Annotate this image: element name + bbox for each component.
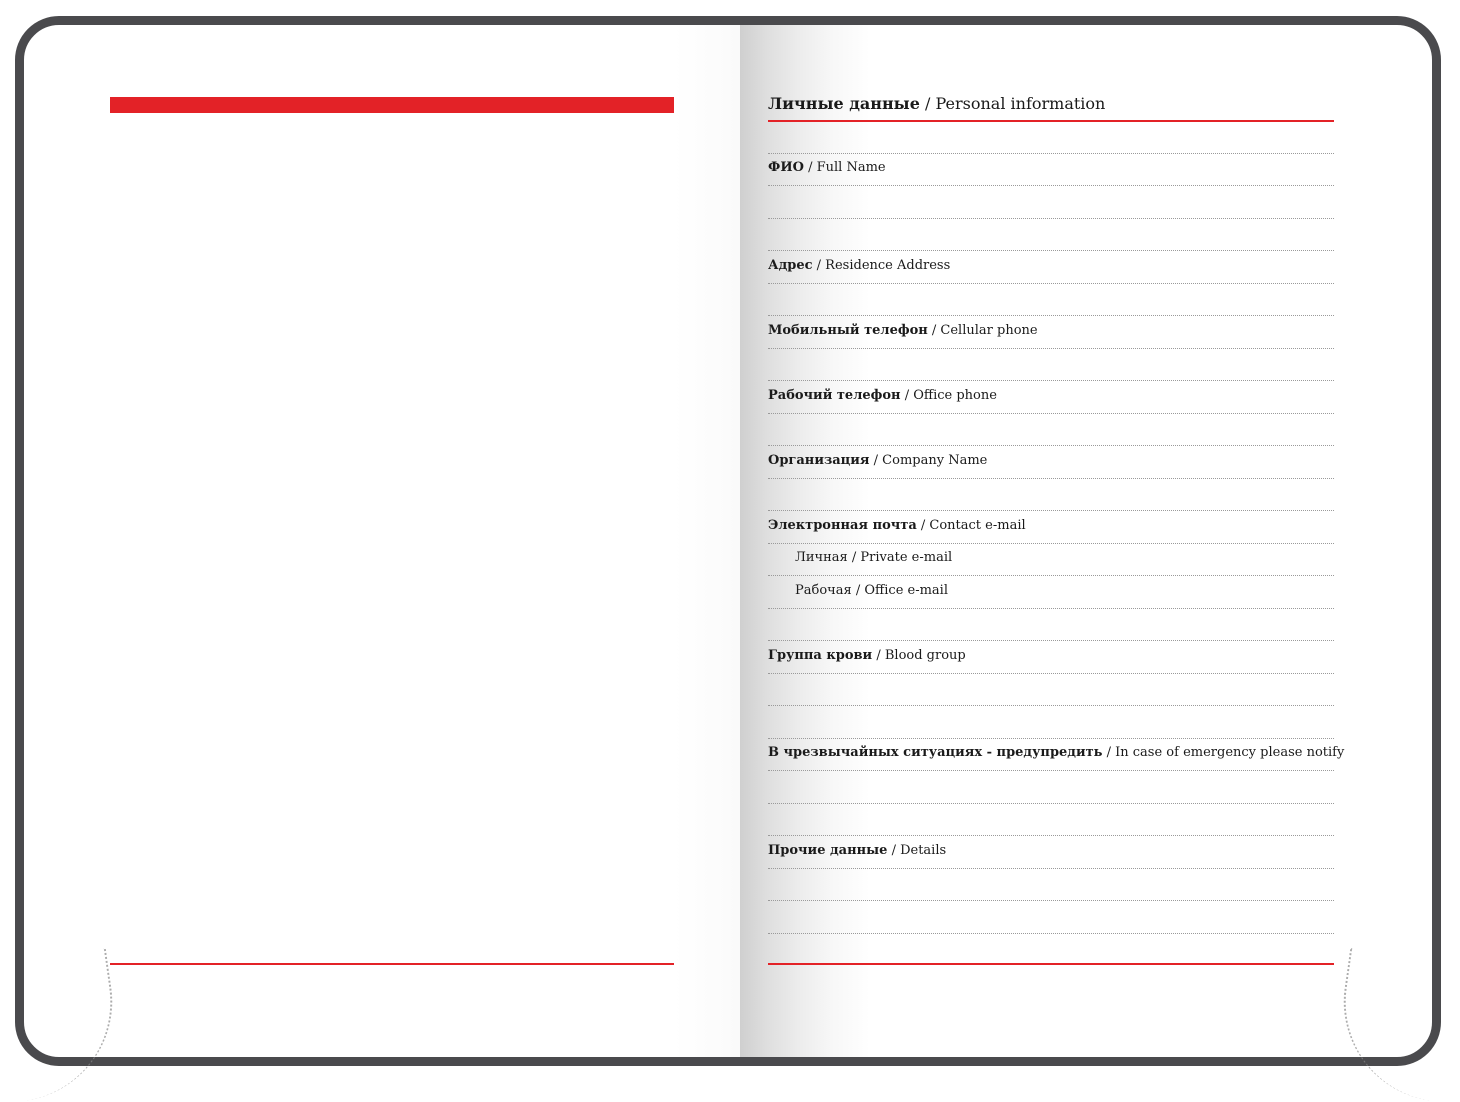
field-label-ru: Рабочая [795,582,852,598]
page-title-en: / Personal information [925,94,1106,113]
field-company[interactable] [768,446,1334,479]
field-label-en: / Residence Address [816,257,951,273]
form-line[interactable] [768,804,1334,837]
field-details[interactable] [768,836,1334,869]
field-label-ru: Личная [795,550,848,565]
form-line[interactable] [768,869,1334,902]
field-label-en: / Blood group [876,647,966,663]
field-mobile-phone[interactable] [768,316,1334,349]
form-line[interactable] [768,284,1334,317]
form-line[interactable] [768,901,1334,934]
form-line[interactable] [768,479,1334,512]
field-label-ru: Группа крови [768,647,873,663]
field-email-office[interactable] [768,576,1334,609]
field-label-en: / Office e-mail [855,582,948,598]
field-label-en: / Office phone [904,387,997,403]
right-page-bottom-rule [768,963,1334,965]
form-line[interactable] [768,121,1334,154]
field-label-en: / Cellular phone [931,322,1038,338]
field-email[interactable] [768,511,1334,544]
left-page-red-bar [110,97,674,113]
corner-stitch-left [0,948,125,1102]
field-label-ru: В чрезвычайных ситуациях - предупредить [768,745,1103,760]
field-label-en: / Private e-mail [851,550,953,565]
field-address[interactable] [768,251,1334,284]
form-line[interactable] [768,414,1334,447]
page-title-ru: Личные данные [768,94,920,113]
field-label-ru: Рабочий телефон [768,387,901,403]
field-label-en: / Details [891,842,947,858]
left-page-bottom-rule [110,963,674,965]
field-label-en: / In case of emergency please notify [1106,745,1345,760]
field-label-en: / Contact e-mail [920,517,1026,533]
left-page-gutter [674,25,740,1057]
field-label-en: / Company Name [873,452,988,468]
form-line[interactable] [768,771,1334,804]
form-line[interactable] [768,674,1334,707]
field-label-ru: Электронная почта [768,517,917,533]
form-line[interactable] [768,186,1334,219]
field-full-name[interactable] [768,154,1334,187]
field-label-ru: Мобильный телефон [768,322,928,338]
form-line[interactable] [768,609,1334,642]
field-office-phone[interactable] [768,381,1334,414]
field-blood-group[interactable] [768,641,1334,674]
field-email-private[interactable] [768,544,1334,577]
field-label-ru: Организация [768,452,870,468]
field-label-ru: Адрес [768,257,813,273]
corner-stitch-right [1331,948,1460,1102]
form-line[interactable] [768,706,1334,739]
field-label-ru: Прочие данные [768,842,888,858]
field-emergency-contact[interactable] [768,739,1345,772]
page-title [768,90,1334,122]
field-label-en: / Full Name [808,160,886,175]
form-line[interactable] [768,349,1334,382]
form-line[interactable] [768,219,1334,252]
field-label-ru: ФИО [768,160,804,175]
